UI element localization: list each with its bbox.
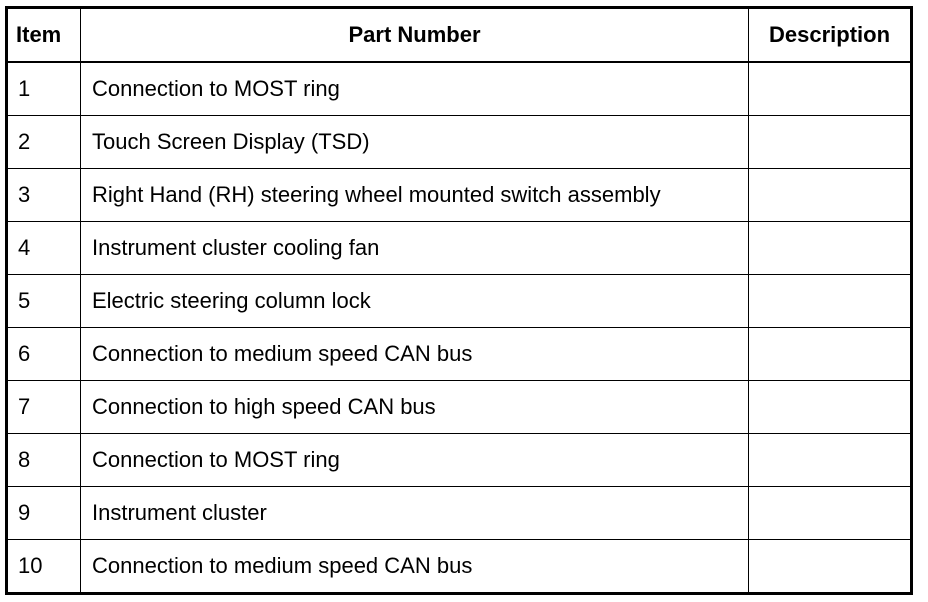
- cell-item: 8: [7, 434, 81, 487]
- cell-description: [749, 116, 912, 169]
- cell-description: [749, 381, 912, 434]
- cell-description: [749, 487, 912, 540]
- cell-item: 5: [7, 275, 81, 328]
- cell-part-number: Instrument cluster cooling fan: [81, 222, 749, 275]
- cell-part-number: Right Hand (RH) steering wheel mounted switch assembly: [81, 169, 749, 222]
- cell-part-number: Connection to medium speed CAN bus: [81, 328, 749, 381]
- cell-description: [749, 222, 912, 275]
- table-row: [7, 381, 912, 434]
- table-row: [7, 275, 912, 328]
- cell-part-number: Connection to high speed CAN bus: [81, 381, 749, 434]
- cell-item: 7: [7, 381, 81, 434]
- header-description: Description: [749, 8, 912, 63]
- table-row: [7, 487, 912, 540]
- header-part-number: Part Number: [81, 8, 749, 63]
- cell-item: 4: [7, 222, 81, 275]
- cell-part-number: Electric steering column lock: [81, 275, 749, 328]
- cell-description: [749, 434, 912, 487]
- cell-item: 1: [7, 62, 81, 116]
- table-row: [7, 540, 912, 594]
- cell-item: 10: [7, 540, 81, 594]
- parts-table: [5, 6, 913, 595]
- cell-part-number: Connection to MOST ring: [81, 62, 749, 116]
- table-row: [7, 328, 912, 381]
- cell-part-number: Touch Screen Display (TSD): [81, 116, 749, 169]
- cell-part-number: Instrument cluster: [81, 487, 749, 540]
- header-row: [7, 8, 912, 63]
- cell-item: 3: [7, 169, 81, 222]
- cell-item: 9: [7, 487, 81, 540]
- table-row: [7, 222, 912, 275]
- cell-description: [749, 540, 912, 594]
- cell-description: [749, 275, 912, 328]
- table-row: [7, 434, 912, 487]
- cell-description: [749, 62, 912, 116]
- cell-item: 6: [7, 328, 81, 381]
- table-row: [7, 62, 912, 116]
- table-row: [7, 169, 912, 222]
- cell-description: [749, 328, 912, 381]
- table-row: [7, 116, 912, 169]
- header-item: Item: [7, 8, 81, 63]
- cell-part-number: Connection to medium speed CAN bus: [81, 540, 749, 594]
- cell-part-number: Connection to MOST ring: [81, 434, 749, 487]
- cell-item: 2: [7, 116, 81, 169]
- cell-description: [749, 169, 912, 222]
